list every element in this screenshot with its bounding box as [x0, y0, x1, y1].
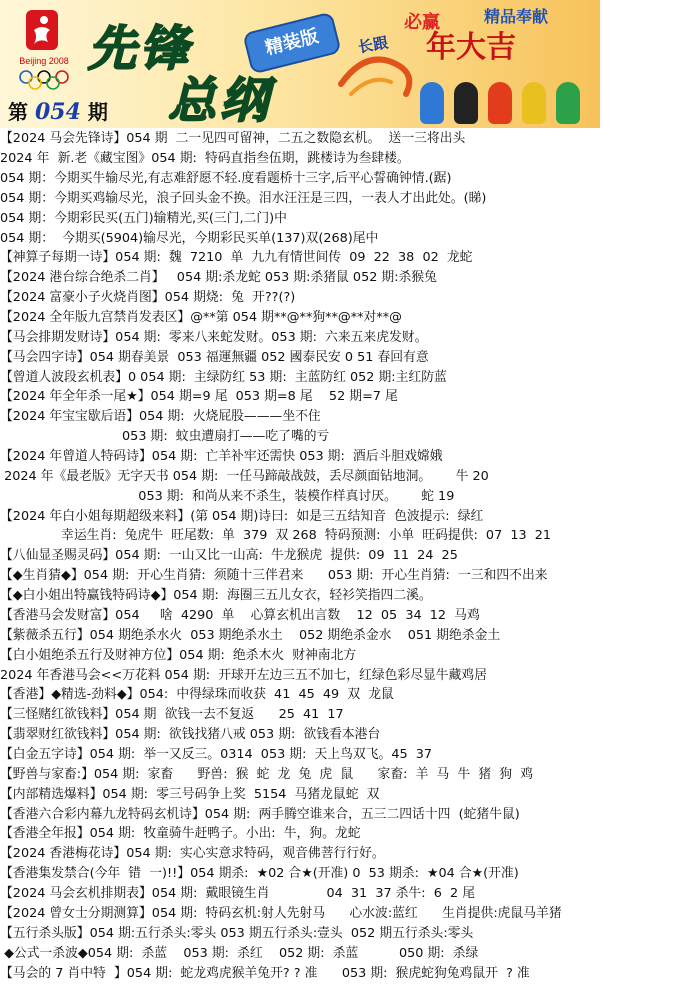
list-item: 054 期：今期彩民买(五门)输精光,买(三门,二门)中	[0, 211, 287, 226]
list-item: 【香港】◆精选-劲料◆】054: 中得绿珠而收获 41 45 49 双 龙鼠	[0, 687, 394, 702]
list-item: 【五行杀头版】054 期:五行杀头:零头 053 期五行杀头:壹头 052 期五行杀头:零头	[0, 926, 474, 941]
header-banner	[0, 0, 600, 128]
list-item: 【香港集发禁合(今年 错 一)!!】054 期杀: ★02 合★(开准) 0 53 期杀: ★04 合★(开准)	[0, 866, 519, 881]
list-item: 【翡翠财红欲钱料】054 期: 欲钱找猪八戒 053 期: 欲钱看本港台	[0, 727, 381, 742]
new-year-text: 年大吉	[426, 30, 516, 65]
list-item: 054 期：今期买鸡输尽光，浪子回头金不换。泪水汪汪是三四，一表人才出此处。(睇)	[0, 191, 487, 206]
mascot-red-icon	[488, 82, 512, 124]
list-item: 【紫薇杀五行】054 期绝杀水火 053 期绝杀水土 052 期绝杀金水 051 期绝杀金土	[0, 628, 501, 643]
issue-number	[8, 96, 108, 125]
list-item: 053 期: 和尚从来不杀生，装模作样真讨厌。 蛇 19	[0, 489, 455, 504]
list-item: 【2024 马会先锋诗】054 期 二一见四可留神，二五之数隐玄机。 送一三将出头	[0, 131, 466, 146]
logo-text: Beijing 2008	[19, 56, 69, 66]
mascot-yellow-icon	[522, 82, 546, 124]
list-item: 053 期: 蚊虫遭扇打——吃了嘴的亏	[0, 429, 330, 444]
list-item: 【香港马会发财富】054 啥 4290 单 心算玄机出言数 12 05 34 12 马鸡	[0, 608, 480, 623]
edition-badge: 精装版	[242, 11, 341, 74]
list-item: 【◆生肖猜◆】054 期: 开心生肖猜: 须随十三伴君来 053 期: 开心生肖猜: 一三和四不出来	[0, 568, 548, 583]
list-item: 【◆白小姐出特赢钱特码诗◆】054 期: 海圈三五儿女衣，轻衫笑指四二溪。	[0, 588, 432, 603]
title-sub: 总纲	[168, 73, 273, 128]
list-item: 【2024 年宝宝歇后语】054 期: 火烧屁股———坐不住	[0, 409, 321, 424]
list-item: 【2024 年白小姐每期超级来料】(第 054 期)诗曰: 如是三五结知音 色波提示: 绿红	[0, 509, 484, 524]
list-item: 【2024 年全年杀一尾★】054 期=9 尾 053 期=8 尾 52 期=7 尾	[0, 389, 398, 404]
sub-banner: 长跟	[356, 33, 390, 57]
list-item: 【马会四字诗】054 期春美景 053 福運無疆 052 國泰民安 0 51 春回有意	[0, 350, 429, 365]
list-item: 2024 年香港马会<<万花料 054 期: 开球开左边三五不加七，红绿色彩尽显牛藏鸡居	[0, 668, 487, 683]
beijing-olympics-logo	[8, 8, 80, 94]
mascot-green-icon	[556, 82, 580, 124]
list-item: 【香港全年报】054 期: 牧童骑牛赶鸭子。小出: 牛，狗。龙蛇	[0, 826, 361, 841]
list-item: 【2024 年曾道人特码诗】054 期: 亡羊补牢还需快 053 期: 酒后斗胆戏嫦娥	[0, 449, 443, 464]
list-item: 054 期： 今期买(5904)输尽光，今期彩民买单(137)双(268)尾中	[0, 231, 379, 246]
list-item: 【2024 港台综合绝杀二肖】 054 期:杀龙蛇 053 期:杀猪鼠 052 期:杀猴兔	[0, 270, 437, 285]
list-item: 【内部精选爆料】054 期: 零三号码争上奖 5154 马猪龙鼠蛇 双	[0, 787, 380, 802]
list-item: 【2024 曾女士分期测算】054 期: 特码玄机:射人先射马 心水波:蓝红 生肖提供:虎鼠马羊猪	[0, 906, 562, 921]
list-item: ◆公式一杀波◆054 期: 杀蓝 053 期: 杀红 052 期: 杀蓝 050 期: 杀绿	[0, 946, 479, 961]
list-item: 【八仙显圣赐灵码】054 期: 一山又比一山高: 牛龙猴虎 提供: 09 11 24 25	[0, 548, 458, 563]
title-main: 先锋	[88, 21, 193, 77]
list-item: 2024 年 新.老《藏宝图》054 期: 特码直指叁伍期，跳楼诗为叁肆楼。	[0, 151, 410, 166]
issue-prefix: 第	[8, 100, 28, 124]
list-item: 【香港六合彩内幕九龙特码玄机诗】054 期: 两手腾空谁来合，五三二四话十四 (蛇猪牛鼠)	[0, 807, 520, 822]
mascot-group	[420, 82, 600, 126]
list-item: 【曾道人波段玄机表】0 054 期: 主绿防红 53 期: 主蓝防红 052 期:主红防蓝	[0, 370, 447, 385]
list-item: 【白小姐绝杀五行及财神方位】054 期: 绝杀木火 财神南北方	[0, 648, 357, 663]
olympic-emblem-icon	[22, 8, 62, 56]
list-item: 【2024 马会玄机排期表】054 期: 戴眼镜生肖 04 31 37 杀牛: 6 2 尾	[0, 886, 475, 901]
list-item: 【2024 香港梅花诗】054 期: 实心实意求特码，观音佛菩行行好。	[0, 846, 385, 861]
list-item: 【野兽与家畜:】054 期: 家畜 野兽: 猴 蛇 龙 兔 虎 鼠 家畜: 羊 马 牛 猪 狗 鸡	[0, 767, 534, 782]
list-item: 【2024 全年版九宫禁肖发表区】@**第 054 期**@**狗**@**对**@	[0, 310, 402, 325]
list-item: 【神算子每期一诗】054 期: 魏 7210 单 九九有情世间传 09 22 38 02 龙蛇	[0, 250, 473, 265]
decorative-swirl-icon	[336, 44, 426, 104]
olympic-rings-icon	[18, 70, 70, 90]
list-item: 幸运生肖: 兔虎牛 旺尾数: 单 379 双 268 特码预测: 小单 旺码提供: 07 13 21	[0, 528, 552, 543]
list-item: 【马会排期发财诗】054 期: 零来八来蛇发财。053 期: 六来五来虎发财。	[0, 330, 428, 345]
list-item: 054 期：今期买牛输尽光,有志难舒愿不轻.度看题桥十三字,后平心誓确钟情.(踞)	[0, 171, 452, 186]
issue-suffix: 期	[87, 100, 108, 124]
list-item: 【马会的 7 肖中特 】054 期: 蛇龙鸡虎猴羊兔开? ? 准 053 期: 猴虎蛇狗兔鸡鼠开 ? 准	[0, 966, 530, 981]
list-item: 【三怪赌红欲钱料】054 期 欲钱一去不复返 25 41 17	[0, 707, 344, 722]
list-item: 【白金五字诗】054 期: 举一又反三。0314 053 期: 天上鸟双飞。45 37	[0, 747, 433, 762]
issue-value: 054	[34, 99, 81, 125]
list-item: 【2024 富豪小子火烧肖图】054 期烧: 兔 开??(?)	[0, 290, 296, 305]
list-item: 2024 年《最老版》无字天书 054 期: 一任马蹄敲战鼓，丢尽颜面钻地洞。 牛 20	[0, 469, 489, 484]
mascot-blue-icon	[420, 82, 444, 124]
slogan-blue: 精品奉献	[484, 7, 549, 26]
mascot-black-icon	[454, 82, 478, 124]
slogan-red: 必赢	[404, 12, 440, 33]
